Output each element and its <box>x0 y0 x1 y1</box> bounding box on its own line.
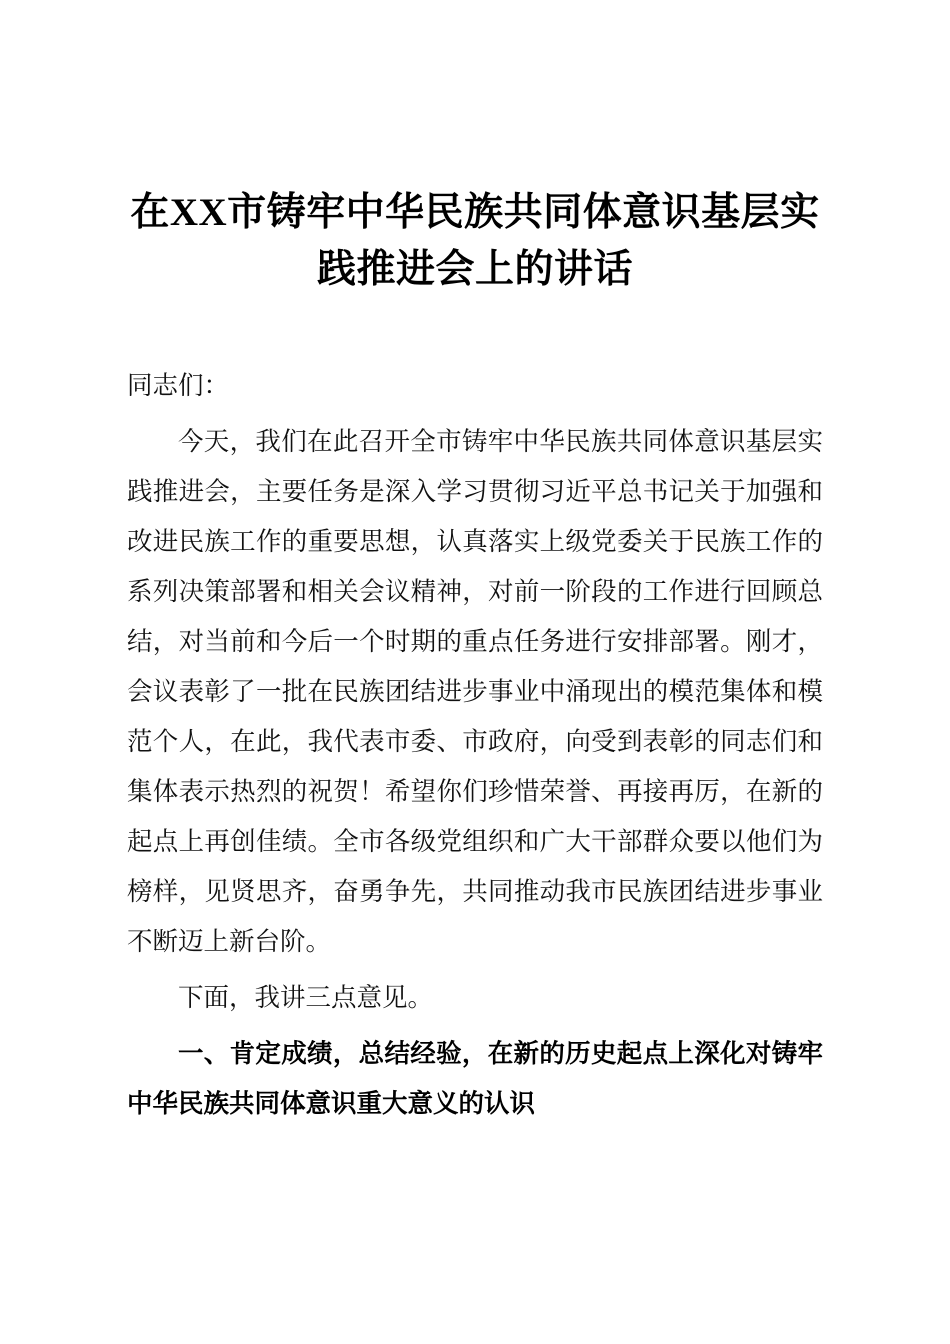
salutation: 同志们： <box>127 372 230 400</box>
document-title <box>127 184 823 298</box>
paragraph-opening: 今天，我们在此召开全市铸牢中华民族共同体意识基层实践推进会，主要任务是深入学习贯彻习近平总书记关于加强和改进民族工作的重要思想，认真落实上级党委关于民族工作的系列决策部署和相关会议精神，对前一阶段的工作进行回顾总结，对当前和今后一个时期的重点任务进行安排部署。刚才，会议表彰了一批在民族团结进步事业中涌现出的模范集体和模范个人，在此，我代表市委、市政府，向受到表彰的同志们和集体表示热烈的祝贺！希望你们珍惜荣誉、再接再厉，在新的起点上再创佳绩。全市各级党组织和广大干部群众要以他们为榜样，见贤思齐，奋勇争先，共同推动我市民族团结进步事业不断迈上新台阶。 <box>127 428 823 956</box>
section-heading-1: 一、肯定成绩，总结经验，在新的历史起点上深化对铸牢中华民族共同体意识重大意义的认识 <box>127 1040 823 1118</box>
title-line-2: 践推进会上的讲话 <box>316 248 633 291</box>
paragraph-transition: 下面，我讲三点意见。 <box>178 984 434 1012</box>
document-body <box>127 361 823 1129</box>
title-line-1: 在XX市铸牢中华民族共同体意识基层实 <box>130 191 820 234</box>
